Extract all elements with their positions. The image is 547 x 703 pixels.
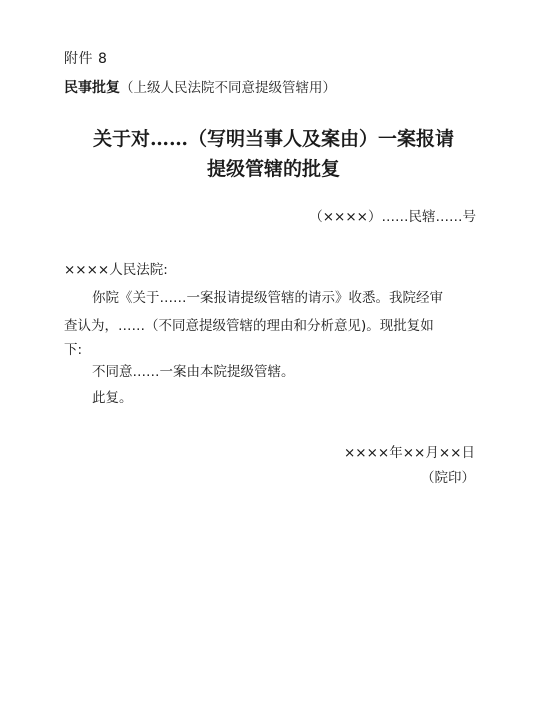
court-seal-placeholder: （院印） [421,470,475,486]
body-paragraph-1-line-2: 查认为，……（不同意提级管辖的理由和分析意见)。现批复如 [64,318,434,334]
body-paragraph-3: 此复。 [92,390,133,406]
issue-date: ××××年××月××日 [344,445,475,461]
document-kind-note: （上级人民法院不同意提级管辖用） [120,80,336,96]
attachment-label: 附件 8 [64,51,108,67]
document-title-line1: 关于对……（写明当事人及案由）一案报请 [92,128,454,150]
document-number: （××××）……民辖……号 [309,209,476,225]
body-paragraph-2: 不同意……一案由本院提级管辖。 [92,364,295,380]
addressee: ××××人民法院: [64,262,168,278]
body-paragraph-1-line-3: 下: [64,342,83,358]
body-paragraph-1-line-1: 你院《关于……一案报请提级管辖的请示》收悉。我院经审 [92,290,443,306]
document-title-line2: 提级管辖的批复 [206,158,340,180]
document-kind-name: 民事批复 [64,80,120,96]
document-kind [64,76,336,97]
